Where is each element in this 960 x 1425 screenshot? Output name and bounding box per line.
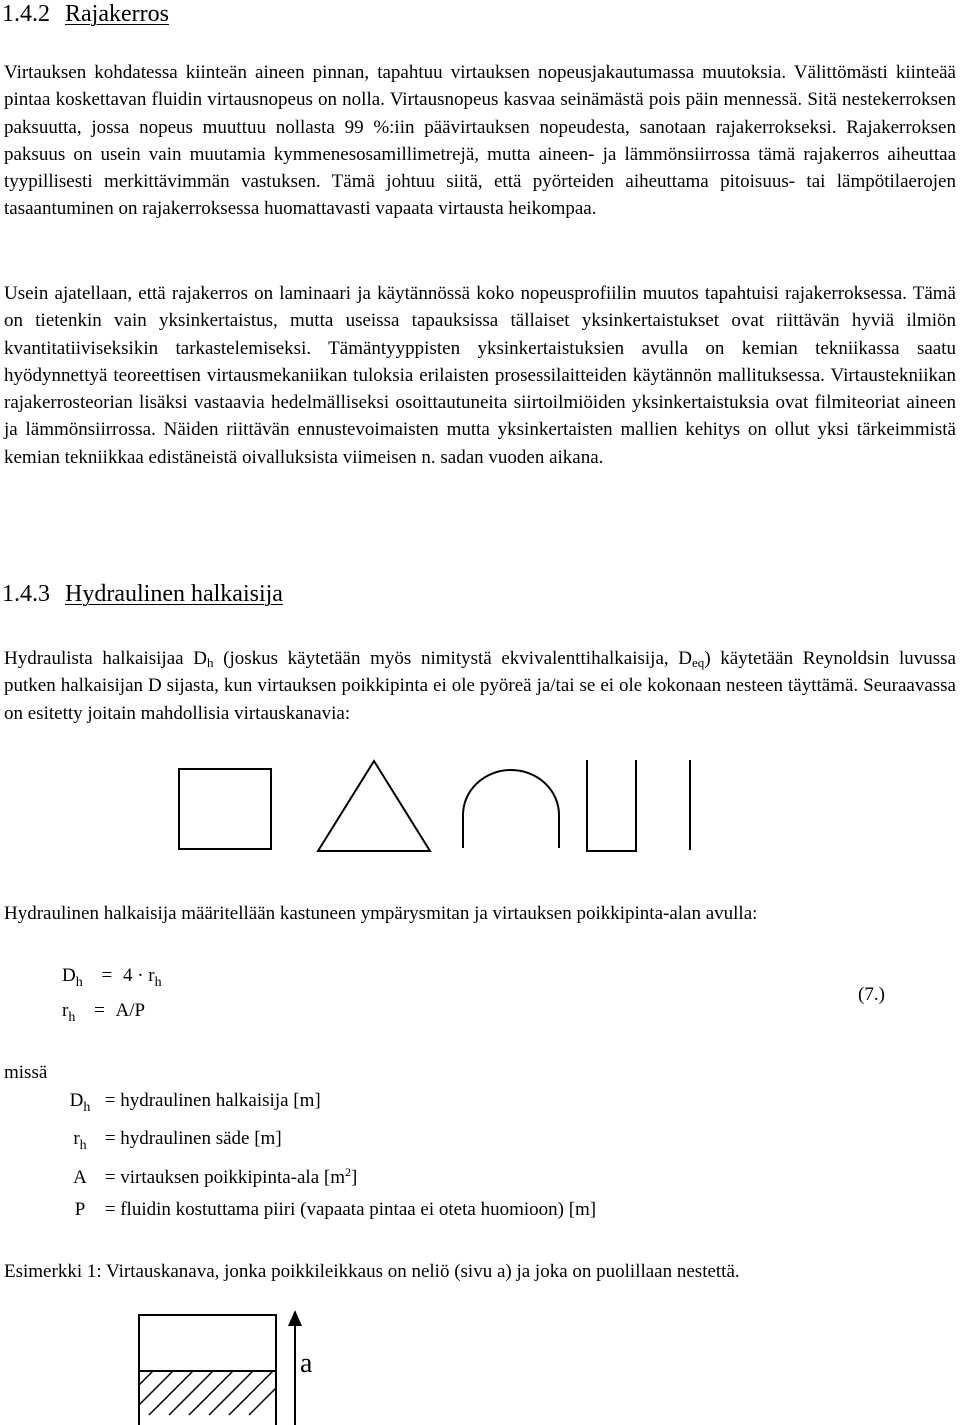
section-heading-142	[2, 0, 169, 28]
section-heading-143	[2, 580, 283, 608]
paragraph-boundary-layer: Virtauksen kohdatessa kiinteän aineen pinnan, tapahtuu virtauksen nopeusjakautumassa muutoksia. Välittömästi kiinteää pintaa koskettavan fluidin virtausnopeus on nolla. Virtausnopeus kasvaa seinämästä pois päin mennessä. Sitä nestekerroksen paksuutta, jossa nopeus muuttuu nollasta 99 %:iin päävirtauksen nopeudesta, sanotaan rajakerrokseksi. Rajakerroksen paksuus on usein vain muutamia kymmenesosamillimetrejä, mutta aineen- ja lämmönsiirrossa tämä rajakerros aiheuttaa tyypillisesti merkittävimmän vastuksen. Tämä johtuu siitä, että pyörteiden aiheuttama pitoisuus- tai lämpötilaerojen tasaantuminen on rajakerroksessa huomattavasti vapaata virtausta heikompaa.	[4, 62, 956, 220]
paragraph-definition-intro: Hydraulinen halkaisija määritellään kastuneen ympärysmitan ja virtauksen poikkipinta-alan avulla:	[4, 903, 758, 924]
section-number: 1.4.2	[2, 1, 50, 27]
liquid-hatching	[139, 1371, 276, 1415]
paragraph-hydraulic-diameter: Hydraulista halkaisijaa $D_h$ (joskus käytetään myös nimitystä ekvivalenttihalkaisija, $D_{eq}$) käytetään Reynoldsin luvussa putken halkaisijan D sijasta, kun virtauksen poikkipinta ei ole pyöreä ja/tai se ei ole kokonaan nesteen täyttämä. Seuraavassa on esitetty joitain mahdollisia virtauskanavia:	[4, 648, 956, 724]
arch-channel-shape	[463, 770, 559, 848]
section-number: 1.4.3	[2, 581, 50, 607]
open-channel-shape	[587, 760, 636, 851]
where-label: missä	[4, 1062, 48, 1083]
section-title: Hydraulinen halkaisija	[65, 581, 283, 607]
example-text: Esimerkki 1: Virtauskanava, jonka poikkileikkaus on neliö (sivu a) ja joka on puolillaan nestettä.	[4, 1261, 740, 1282]
equation-line-2: $r_h = A/P$	[62, 1000, 146, 1025]
definition-row: A = virtauksen poikkipinta-ala $[m^2]$	[73, 1165, 358, 1188]
dimension-label: a	[300, 1348, 313, 1379]
example-square-channel	[139, 1315, 276, 1425]
equation-number: (7.)	[858, 984, 885, 1005]
section-title: Rajakerros	[65, 1, 169, 27]
paragraph-boundary-layer-simplification: Usein ajatellaan, että rajakerros on laminaari ja käytännössä koko nopeusprofiilin muutos tapahtuisi rajakerroksessa. Tämä on tietenkin vain yksinkertaistus, mutta useissa tapauksissa tällaiset yksinkertaistukset ovat riittävän hyviä ilmiön kvantitatiiviseksikin tarkastelemiseksi. Tämäntyyppisten yksinkertaistuksien avulla on kemian tekniikassa saatu hyödynnettyä teoreettisen virtausmekaniikan tuloksia erilaisten prosessilaitteiden käytännön mallituksessa. Virtaustekniikan rajakerrosteorian lisäksi vastaavia hedelmälliseksi osoittautuneita siirtoilmiöiden yksinkertaistuksia ovat filmiteoriat aineen ja lämmönsiirrossa. Näiden riittävän ennustevoimaisten mutta yksinkertaisten mallien kehitys on ollut yksi tärkeimmistä kemian tekniikkaa edistäneistä oivalluksista viimeisen n. sadan vuoden aikana.	[4, 283, 956, 468]
definition-row: $r_h$ = hydraulinen säde [m]	[73, 1128, 282, 1153]
dimension-arrow-head	[288, 1310, 302, 1326]
square-channel-shape	[179, 769, 271, 849]
definition-row: $D_h$ = hydraulinen halkaisija [m]	[69, 1090, 321, 1115]
triangle-channel-shape	[318, 761, 430, 851]
definition-row: P = fluidin kostuttama piiri (vapaata pintaa ei oteta huomioon) [m]	[74, 1199, 597, 1220]
equation-line-1: $D_h = 4 \cdot r_h$	[62, 965, 162, 990]
